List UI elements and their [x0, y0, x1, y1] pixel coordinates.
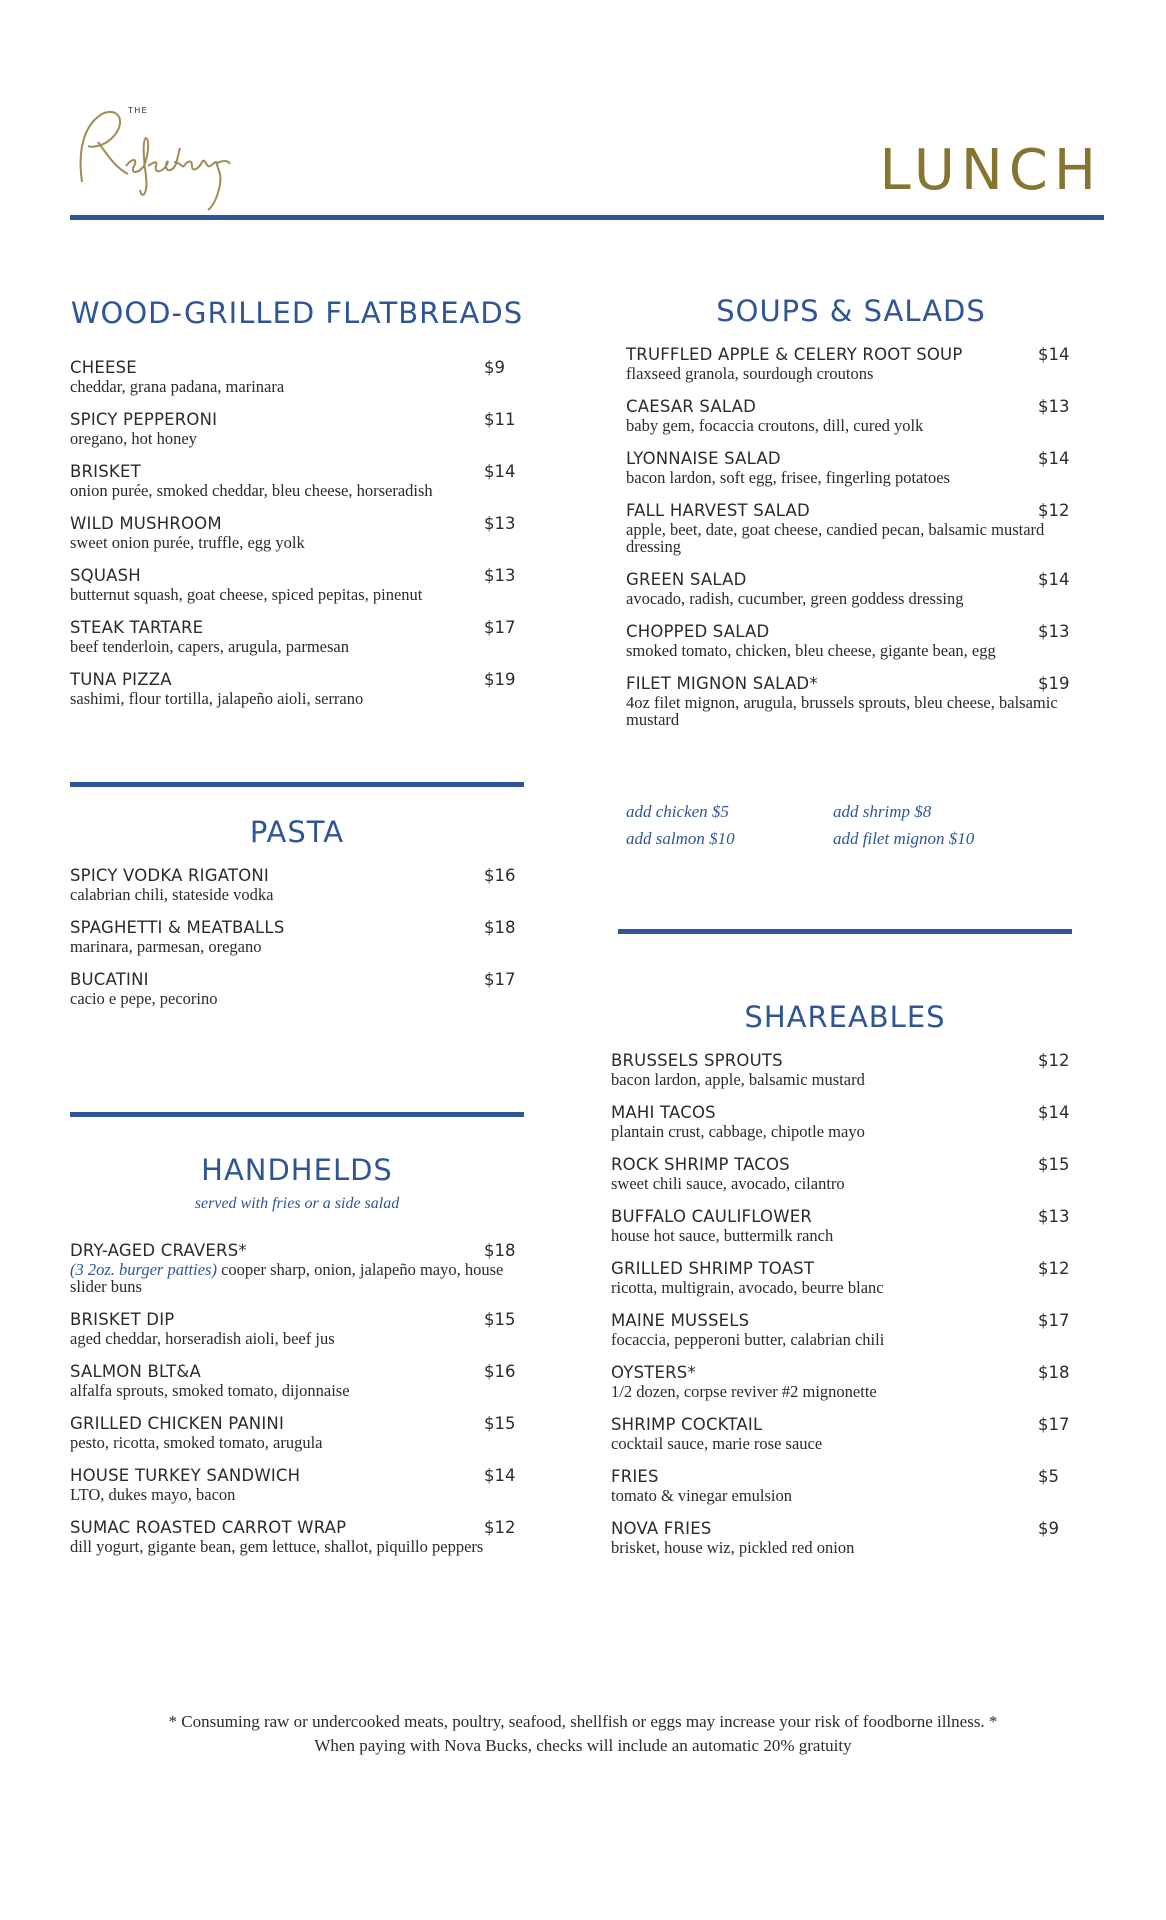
menu-item-name: SPAGHETTI & MEATBALLS [70, 918, 285, 937]
menu-item [611, 1259, 1076, 1296]
menu-item [626, 501, 1076, 555]
handhelds-subtitle: served with fries or a side salad [194, 1195, 400, 1212]
menu-item [611, 1415, 1076, 1452]
menu-item-header [611, 1363, 1076, 1383]
addon-salmon: add salmon $10 [626, 829, 735, 848]
menu-item-price: $17 [484, 618, 516, 637]
menu-item-name: BRISKET [70, 462, 141, 481]
menu-item-description [70, 1261, 524, 1295]
menu-item-price: $14 [1038, 1103, 1070, 1122]
refectory-logo [68, 104, 238, 214]
menu-item-description: smoked tomato, chicken, bleu cheese, gigante bean, egg [626, 641, 996, 660]
menu-item [70, 566, 524, 603]
menu-item-header [70, 1414, 524, 1434]
menu-item-description: alfalfa sprouts, smoked tomato, dijonnaise [70, 1381, 350, 1400]
menu-item-name: STEAK TARTARE [70, 618, 204, 637]
menu-item-description: 4oz filet mignon, arugula, brussels sprouts, bleu cheese, balsamic mustard [626, 693, 1058, 729]
menu-item [611, 1155, 1076, 1192]
menu-item-header [70, 1310, 524, 1330]
shareables-list [611, 1051, 1076, 1571]
menu-item-price: $14 [1038, 345, 1070, 364]
menu-item-header [70, 462, 524, 482]
menu-item-header [611, 1207, 1076, 1227]
menu-item-header [70, 970, 524, 990]
menu-item-name: SHRIMP COCKTAIL [611, 1415, 763, 1434]
menu-item-header [611, 1259, 1076, 1279]
menu-item [611, 1311, 1076, 1348]
menu-item-price: $15 [1038, 1155, 1070, 1174]
menu-item-description: dill yogurt, gigante bean, gem lettuce, shallot, piquillo peppers [70, 1537, 484, 1556]
menu-item [70, 1362, 524, 1399]
menu-item-name: CHEESE [70, 358, 137, 377]
menu-item-name: FRIES [611, 1467, 659, 1486]
menu-item-price: $15 [484, 1414, 516, 1433]
menu-item-name: GREEN SALAD [626, 570, 747, 589]
menu-item [70, 918, 524, 955]
shareables-title: SHAREABLES [744, 1000, 946, 1034]
menu-item-price: $12 [1038, 501, 1070, 520]
menu-item [626, 345, 1076, 382]
menu-item-name: SPICY VODKA RIGATONI [70, 866, 269, 885]
menu-item-description: marinara, parmesan, oregano [70, 937, 262, 956]
menu-item-price: $13 [1038, 1207, 1070, 1226]
menu-item-header [70, 918, 524, 938]
gratuity-notice: When paying with Nova Bucks, checks will include an automatic 20% gratuity [314, 1736, 852, 1755]
menu-item-header [70, 514, 524, 534]
menu-item-description: house hot sauce, buttermilk ranch [611, 1226, 834, 1245]
menu-item [611, 1207, 1076, 1244]
menu-item [70, 1466, 524, 1503]
menu-item-price: $12 [1038, 1051, 1070, 1070]
menu-item-price: $17 [484, 970, 516, 989]
menu-item-name: DRY-AGED CRAVERS* [70, 1241, 247, 1260]
menu-item-header [611, 1467, 1076, 1487]
menu-item-name: MAINE MUSSELS [611, 1311, 750, 1330]
menu-item [70, 1414, 524, 1451]
menu-item-name: CHOPPED SALAD [626, 622, 770, 641]
menu-item-price: $18 [484, 918, 516, 937]
menu-item-price: $12 [484, 1518, 516, 1537]
logo-the-text: THE [128, 106, 149, 115]
menu-item-description: pesto, ricotta, smoked tomato, arugula [70, 1433, 323, 1452]
menu-item-description: sashimi, flour tortilla, jalapeño aioli, serrano [70, 689, 364, 708]
menu-item-description: onion purée, smoked cheddar, bleu cheese, horseradish [70, 481, 433, 500]
menu-item-header [70, 566, 524, 586]
menu-item-description: beef tenderloin, capers, arugula, parmesan [70, 637, 349, 656]
menu-item-price: $5 [1038, 1467, 1059, 1486]
menu-item [611, 1103, 1076, 1140]
menu-item-header [626, 570, 1076, 590]
menu-item-header [611, 1155, 1076, 1175]
menu-item-price: $12 [1038, 1259, 1070, 1278]
menu-item-description: cacio e pepe, pecorino [70, 989, 218, 1008]
menu-item-price: $18 [1038, 1363, 1070, 1382]
menu-item-description-text: cooper sharp, onion, jalapeño mayo, house slider buns [70, 1260, 504, 1296]
menu-item-price: $19 [484, 670, 516, 689]
menu-item-description: plantain crust, cabbage, chipotle mayo [611, 1122, 865, 1141]
logo-script-icon [68, 104, 238, 214]
menu-item-name: GRILLED SHRIMP TOAST [611, 1259, 815, 1278]
menu-item-description: apple, beet, date, goat cheese, candied pecan, balsamic mustard dressing [626, 520, 1045, 556]
menu-item-header [626, 622, 1076, 642]
menu-item-description: LTO, dukes mayo, bacon [70, 1485, 236, 1504]
menu-item-price: $9 [1038, 1519, 1059, 1538]
menu-item-name: FILET MIGNON SALAD* [626, 674, 818, 693]
menu-item-description: flaxseed granola, sourdough croutons [626, 364, 874, 383]
menu-item-price: $13 [1038, 397, 1070, 416]
menu-item [70, 514, 524, 551]
page-title: LUNCH [879, 138, 1102, 203]
menu-item [626, 570, 1076, 607]
menu-item-description: brisket, house wiz, pickled red onion [611, 1538, 855, 1557]
menu-item-name: SALMON BLT&A [70, 1362, 201, 1381]
shareables-divider [618, 929, 1072, 934]
menu-item [611, 1363, 1076, 1400]
menu-item [70, 866, 524, 903]
menu-item-header [70, 618, 524, 638]
pasta-divider [70, 782, 524, 787]
handhelds-divider [70, 1112, 524, 1117]
menu-item-description: tomato & vinegar emulsion [611, 1486, 793, 1505]
header-divider [70, 215, 1104, 220]
addon-filet-mignon: add filet mignon $10 [833, 829, 975, 848]
menu-item-header [626, 345, 1076, 365]
menu-item [70, 1518, 524, 1555]
menu-item [626, 449, 1076, 486]
menu-item-header [611, 1103, 1076, 1123]
handhelds-title: HANDHELDS [201, 1153, 393, 1187]
menu-item-name: BRUSSELS SPROUTS [611, 1051, 783, 1070]
addon-chicken: add chicken $5 [626, 802, 729, 821]
menu-item-price: $13 [1038, 622, 1070, 641]
menu-item-name: TUNA PIZZA [70, 670, 172, 689]
menu-item-name: HOUSE TURKEY SANDWICH [70, 1466, 301, 1485]
soups-salads-title: SOUPS & SALADS [716, 294, 986, 328]
menu-item-name: TRUFFLED APPLE & CELERY ROOT SOUP [626, 345, 963, 364]
pasta-title: PASTA [249, 815, 345, 849]
menu-item-price: $14 [484, 1466, 516, 1485]
menu-item-header [626, 674, 1076, 694]
menu-item-description: 1/2 dozen, corpse reviver #2 mignonette [611, 1382, 877, 1401]
menu-item-description: ricotta, multigrain, avocado, beurre blanc [611, 1278, 884, 1297]
flatbreads-list [70, 358, 524, 722]
menu-item [611, 1519, 1076, 1556]
menu-item-name: CAESAR SALAD [626, 397, 757, 416]
menu-item-description: bacon lardon, soft egg, frisee, fingerling potatoes [626, 468, 950, 487]
flatbreads-title: WOOD-GRILLED FLATBREADS [70, 296, 524, 330]
menu-item-header [611, 1051, 1076, 1071]
menu-item-header [626, 501, 1076, 521]
menu-item-header [70, 358, 524, 378]
menu-item-name: NOVA FRIES [611, 1519, 712, 1538]
menu-item-header [70, 1362, 524, 1382]
menu-item-header [70, 866, 524, 886]
menu-item-price: $17 [1038, 1311, 1070, 1330]
menu-item-price: $16 [484, 1362, 516, 1381]
menu-item-header [626, 397, 1076, 417]
menu-item-price: $14 [1038, 570, 1070, 589]
menu-item-header [70, 1518, 524, 1538]
menu-item-description: cocktail sauce, marie rose sauce [611, 1434, 823, 1453]
menu-item-price: $14 [1038, 449, 1070, 468]
menu-item-name: ROCK SHRIMP TACOS [611, 1155, 790, 1174]
menu-item-description: bacon lardon, apple, balsamic mustard [611, 1070, 865, 1089]
handhelds-list [70, 1241, 524, 1570]
menu-item-name: SUMAC ROASTED CARROT WRAP [70, 1518, 347, 1537]
menu-item-price: $15 [484, 1310, 516, 1329]
menu-item-description: aged cheddar, horseradish aioli, beef jus [70, 1329, 335, 1348]
menu-item-description: oregano, hot honey [70, 429, 197, 448]
menu-item-price: $9 [484, 358, 505, 377]
menu-item-description: sweet onion purée, truffle, egg yolk [70, 533, 305, 552]
menu-item-header [626, 449, 1076, 469]
menu-item [611, 1051, 1076, 1088]
menu-item [611, 1467, 1076, 1504]
menu-item-header [611, 1311, 1076, 1331]
menu-item-header [70, 410, 524, 430]
menu-item-name: FALL HARVEST SALAD [626, 501, 810, 520]
menu-item-price: $13 [484, 566, 516, 585]
menu-item-description: butternut squash, goat cheese, spiced pepitas, pinenut [70, 585, 423, 604]
menu-item-price: $18 [484, 1241, 516, 1260]
menu-item-description: cheddar, grana padana, marinara [70, 377, 285, 396]
menu-item [626, 674, 1076, 728]
menu-item-description: focaccia, pepperoni butter, calabrian chili [611, 1330, 885, 1349]
menu-item-price: $11 [484, 410, 516, 429]
foodborne-illness-warning: * Consuming raw or undercooked meats, poultry, seafood, shellfish or eggs may increase your risk of foodborne illness. * [168, 1712, 998, 1731]
menu-item [70, 462, 524, 499]
footer-notice [0, 1710, 1166, 1758]
menu-item-description: calabrian chili, stateside vodka [70, 885, 274, 904]
menu-item-price: $16 [484, 866, 516, 885]
menu-item [626, 622, 1076, 659]
menu-item [70, 670, 524, 707]
menu-item-description: avocado, radish, cucumber, green goddess dressing [626, 589, 964, 608]
pasta-list [70, 866, 524, 1022]
menu-item-name: LYONNAISE SALAD [626, 449, 781, 468]
menu-item-header [611, 1519, 1076, 1539]
menu-item-name: WILD MUSHROOM [70, 514, 222, 533]
soups-salads-list [626, 345, 1076, 743]
menu-item-price: $14 [484, 462, 516, 481]
menu-item-name: BRISKET DIP [70, 1310, 175, 1329]
menu-item-header [70, 1466, 524, 1486]
menu-item-name: GRILLED CHICKEN PANINI [70, 1414, 285, 1433]
menu-item [626, 397, 1076, 434]
menu-item-header [70, 670, 524, 690]
menu-item [70, 970, 524, 1007]
menu-item-header [611, 1415, 1076, 1435]
menu-item-name: MAHI TACOS [611, 1103, 716, 1122]
menu-item [70, 1241, 524, 1295]
menu-item [70, 358, 524, 395]
menu-item-description-note: (3 2oz. burger patties) [70, 1260, 217, 1279]
menu-item-name: SPICY PEPPERONI [70, 410, 218, 429]
menu-item-name: BUCATINI [70, 970, 149, 989]
menu-item [70, 618, 524, 655]
menu-item [70, 410, 524, 447]
menu-item-price: $17 [1038, 1415, 1070, 1434]
menu-item-name: SQUASH [70, 566, 141, 585]
menu-item-description: sweet chili sauce, avocado, cilantro [611, 1174, 845, 1193]
menu-item-price: $19 [1038, 674, 1070, 693]
addon-shrimp: add shrimp $8 [833, 802, 932, 821]
menu-item [70, 1310, 524, 1347]
menu-item-name: BUFFALO CAULIFLOWER [611, 1207, 813, 1226]
menu-item-description: baby gem, focaccia croutons, dill, cured yolk [626, 416, 924, 435]
menu-item-header [70, 1241, 524, 1261]
menu-item-name: OYSTERS* [611, 1363, 696, 1382]
menu-item-price: $13 [484, 514, 516, 533]
